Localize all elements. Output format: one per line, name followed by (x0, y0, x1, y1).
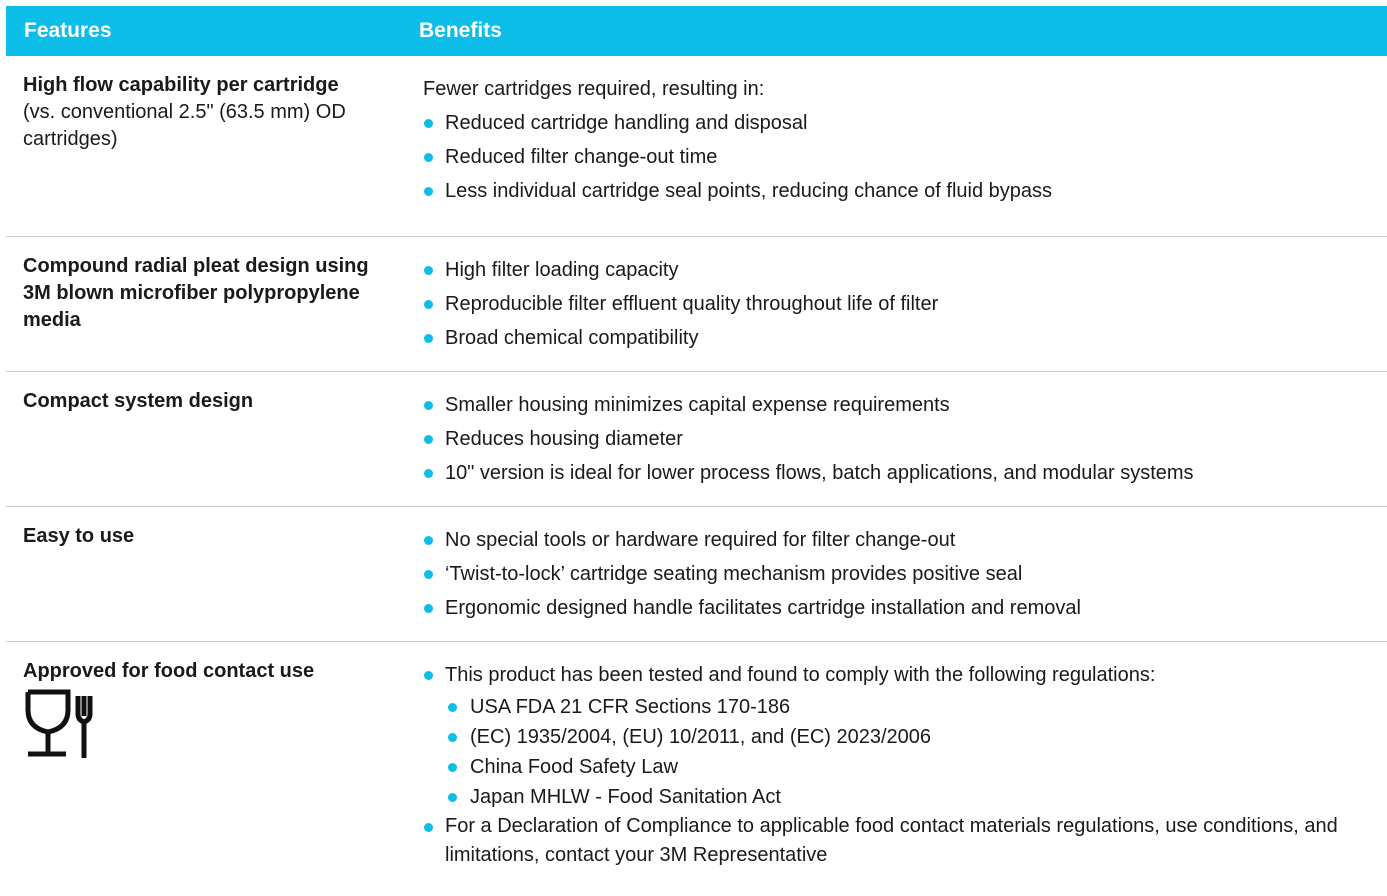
benefit-item: Less individual cartridge seal points, reducing chance of fluid bypass (423, 174, 1383, 208)
feature-title: Approved for food contact use (23, 660, 315, 682)
feature-note: (vs. conventional 2.5" (63.5 mm) OD cartridges) (23, 101, 346, 150)
regulation-item: Japan MHLW - Food Sanitation Act (423, 782, 1383, 812)
features-benefits-table (6, 6, 1387, 896)
benefits-cell (423, 658, 1383, 870)
feature-title: Compound radial pleat design using 3M blown microfiber polypropylene media (23, 255, 369, 331)
table-header (6, 6, 1387, 56)
feature-title: High flow capability per cartridge (23, 74, 339, 96)
benefit-item: Reduces housing diameter (423, 422, 1383, 456)
benefits-cell (423, 523, 1383, 625)
benefit-item: ‘Twist-to-lock’ cartridge seating mechanism provides positive seal (423, 557, 1383, 591)
benefits-cell (423, 253, 1383, 355)
table-row (6, 372, 1387, 507)
regulation-item: USA FDA 21 CFR Sections 170-186 (423, 692, 1383, 722)
table-row (6, 642, 1387, 896)
benefit-item: 10" version is ideal for lower process flows, batch applications, and modular systems (423, 456, 1383, 490)
benefit-item: Reduced filter change-out time (423, 140, 1383, 174)
benefit-item: For a Declaration of Compliance to applicable food contact materials regulations, use conditions, and limitations, contact your 3M Representative (423, 812, 1383, 870)
benefit-item: Reproducible filter effluent quality throughout life of filter (423, 287, 1383, 321)
table-row (6, 56, 1387, 237)
regulation-item: (EC) 1935/2004, (EU) 10/2011, and (EC) 2023/2006 (423, 722, 1383, 752)
benefit-item: No special tools or hardware required for filter change-out (423, 523, 1383, 557)
benefit-item: Ergonomic designed handle facilitates cartridge installation and removal (423, 591, 1383, 625)
food-contact-glass-fork-icon (24, 688, 100, 760)
benefit-item: Reduced cartridge handling and disposal (423, 106, 1383, 140)
benefit-intro: Fewer cartridges required, resulting in: (423, 78, 765, 100)
benefit-item: High filter loading capacity (423, 253, 1383, 287)
feature-cell (23, 658, 403, 685)
benefits-cell (423, 72, 1383, 208)
table-row (6, 237, 1387, 372)
benefit-item: This product has been tested and found to comply with the following regulations: (423, 658, 1383, 692)
benefit-item: Broad chemical compatibility (423, 321, 1383, 355)
table-row (6, 507, 1387, 642)
feature-title: Easy to use (23, 525, 135, 547)
benefits-cell (423, 388, 1383, 490)
regulation-item: China Food Safety Law (423, 752, 1383, 782)
feature-title: Compact system design (23, 390, 254, 412)
header-benefits: Benefits (419, 19, 502, 42)
feature-cell (23, 72, 403, 153)
feature-cell (23, 253, 373, 334)
benefit-item: Smaller housing minimizes capital expense requirements (423, 388, 1383, 422)
feature-cell (23, 523, 403, 550)
header-features: Features (24, 19, 112, 42)
feature-cell (23, 388, 403, 415)
